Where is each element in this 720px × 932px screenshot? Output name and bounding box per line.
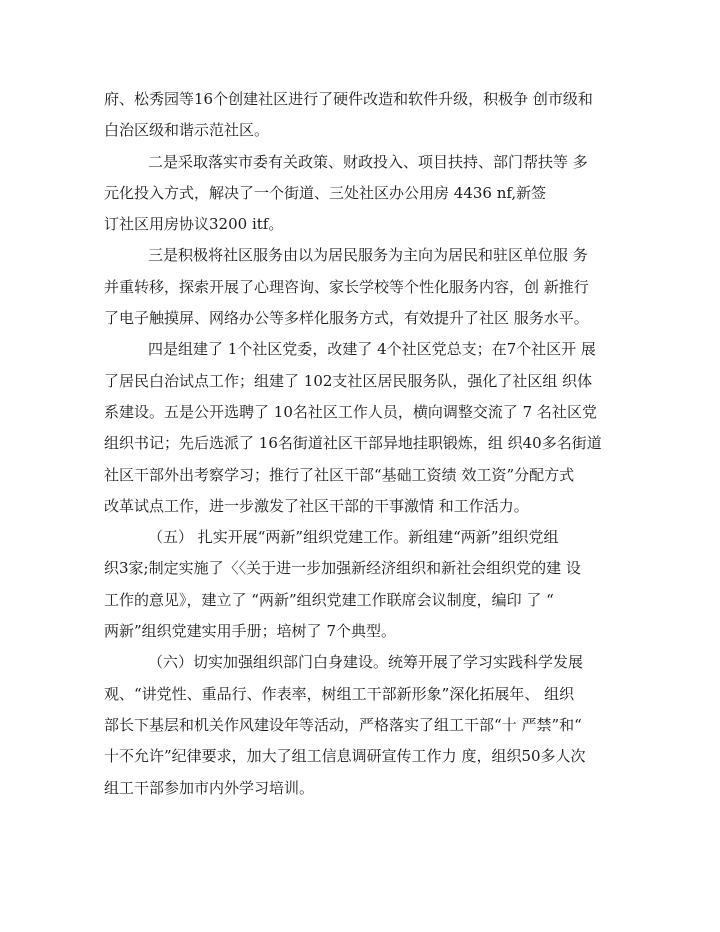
- paragraph-2: [104, 147, 618, 241]
- text-line: 组工干部参加市内外学习培训。: [104, 778, 315, 797]
- text-line: 改革试点工作，进一步激发了社区干部的干事激情 和工作活力。: [104, 496, 529, 515]
- text-line: 了电子触摸屏、网络办公等多样化服务方式，有效提升了社区 服务水平。: [104, 309, 589, 328]
- paragraph-5: [104, 522, 618, 647]
- text-line: 十不允许”纪律要求，加大了组工信息调研宣传工作力 度，组织50多人次: [104, 747, 586, 766]
- text-line: 系建设。五是公开选聘了 10名社区工作人员，横向调整交流了 7 名社区党: [104, 402, 597, 421]
- text-line: 组织书记；先后选派了 16名街道社区干部异地挂职锻炼，组 织40多名街道: [104, 434, 602, 453]
- text-line: 部长下基层和机关作风建设年等活动，严格落实了组工干部“十 严禁”和“: [104, 715, 582, 734]
- text-line: 订社区用房协议3200 itf。: [104, 215, 284, 234]
- text-line: （六）切实加强组织部门白身建设。统筹开展了学习实践科学发展: [148, 653, 584, 672]
- text-line: （五） 扎实开展“两新”组织党建工作。新组建“两新”组织党组: [148, 528, 559, 547]
- text-line: 了居民白治试点工作；组建了 102支社区居民服务队，强化了社区组 织体: [104, 371, 593, 390]
- text-line: 观、“讲党性、重品行、作表率，树组工干部新形象”深化拓展年、 组织: [104, 684, 575, 703]
- text-line: 府、松秀园等16个创建社区进行了硬件改造和软件升级，积极争 创市级和: [104, 90, 593, 108]
- text-line: 并重转移，探索开展了心理咨询、家长学校等个性化服务内容，创 新推行: [104, 277, 589, 296]
- paragraph-1: [104, 84, 618, 147]
- text-line: 三是积极将社区服务由以为居民服务为主向为居民和驻区单位服 务: [148, 246, 588, 265]
- text-line: 工作的意见》，建立了 “两新”组织党建工作联席会议制度，编印 了 “: [104, 590, 554, 609]
- text-line: 织3家;制定实施了〈〈关于进一步加强新经济组织和新社会组织党的建 设: [104, 559, 581, 578]
- paragraph-4: [104, 334, 618, 522]
- text-line: 两新”组织党建实用手册；培树了 7个典型。: [104, 622, 396, 641]
- paragraph-3: [104, 240, 618, 334]
- body-text: [104, 84, 618, 804]
- text-line: 社区干部外出考察学习；推行了社区干部“基础工资绩 效工资”分配方式: [104, 465, 575, 484]
- text-line: 二是采取落实市委有关政策、财政投入、项目扶持、部门帮扶等 多: [148, 152, 588, 171]
- text-line: 元化投入方式，解决了一个街道、三处社区办公用房 4436 nf,新签: [104, 183, 547, 202]
- text-line: 四是组建了 1个社区党委，改建了 4个社区党总支；在7个社区开 展: [148, 340, 596, 359]
- paragraph-6: [104, 647, 618, 803]
- text-line: 白治区级和谐示范社区。: [104, 121, 270, 140]
